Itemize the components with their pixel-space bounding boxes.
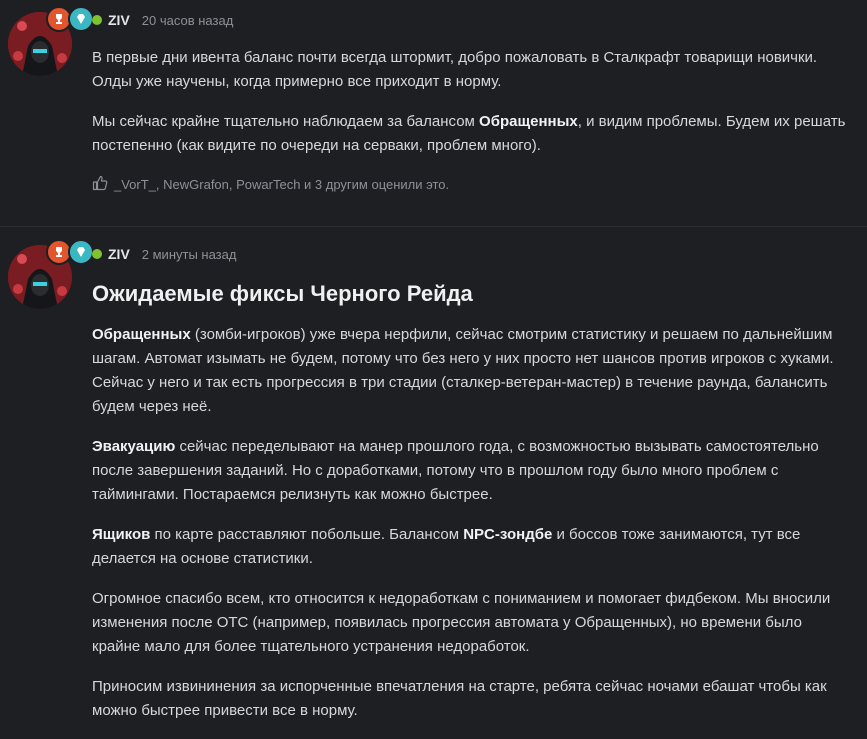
paragraph: Приносим извининения за испорченные впечатления на старте, ребята сейчас ночами ебашат чтобы как можно быстрее привести все в норму.: [92, 678, 827, 719]
likes-text[interactable]: _VorT_, NewGrafon, PowarTech и 3 другим оценили это.: [114, 177, 450, 192]
post-body: [92, 46, 848, 174]
reactions-bar[interactable]: [92, 175, 449, 194]
user-badges: [46, 239, 94, 265]
post-body: [92, 279, 848, 739]
diamond-icon: [68, 239, 94, 265]
post-time[interactable]: 20 часов назад: [141, 12, 234, 28]
paragraph: Ящиков по карте расставляют побольше. Балансом NPC-зондбе и боссов тоже занимаются, тут все делается на основе статистики.: [92, 526, 801, 567]
bold-text: Обращенных: [479, 113, 578, 130]
post-meta: [92, 246, 236, 262]
post-time[interactable]: 2 минуты назад: [141, 246, 237, 262]
paragraph: Огромное спасибо всем, кто относится к недоработкам с пониманием и помогает фидбеком. Мы вносили изменения после ОТС (например, появилась прогрессия автомата у Обращенных), но времени было крайне мало для более тщательного устранения недоработок.: [92, 590, 831, 655]
thumbs-up-icon[interactable]: [92, 175, 108, 194]
bold-text: Эвакуацию: [92, 438, 176, 455]
diamond-icon: [68, 6, 94, 32]
bold-text: Обращенных: [92, 326, 191, 343]
paragraph: Эвакуацию сейчас переделывают на манер прошлого года, с возможностью вызывать самостоятельно после завершения заданий. Но с доработками, потому что в прошлом году было много проблем с таймингами. Постараемся релизнуть как можно быстрее.: [92, 438, 819, 503]
bold-text: Ящиков: [92, 526, 151, 543]
paragraph: В первые дни ивента баланс почти всегда штормит, добро пожаловать в Сталкрафт товарищи новички. Олды уже научены, когда примерно все приходит в норму.: [92, 49, 818, 90]
online-status-dot: [92, 249, 102, 259]
online-status-dot: [92, 15, 102, 25]
post-heading: Ожидаемые фиксы Черного Рейда: [92, 281, 473, 306]
comment-post: [0, 227, 867, 719]
author-name[interactable]: ZIV: [108, 12, 130, 28]
user-badges: [46, 6, 94, 32]
bold-text: NPC-зондбе: [463, 526, 553, 543]
author-name[interactable]: ZIV: [108, 246, 130, 262]
paragraph: Обращенных (зомби-игроков) уже вчера нерфили, сейчас смотрим статистику и решаем по дальнейшим шагам. Автомат изымать не будем, потому что без него у них просто нет шансов против игроков с хуками. Сейчас у него и так есть прогрессия в три стадии (сталкер-ветеран-мастер) в течение раунда, балансить будем через неё.: [92, 326, 834, 415]
paragraph: Мы сейчас крайне тщательно наблюдаем за балансом Обращенных, и видим проблемы. Будем их решать постепенно (как видите по очереди на серваки, проблем много).: [92, 113, 846, 154]
comment-post: [0, 0, 867, 227]
post-meta: [92, 12, 233, 28]
